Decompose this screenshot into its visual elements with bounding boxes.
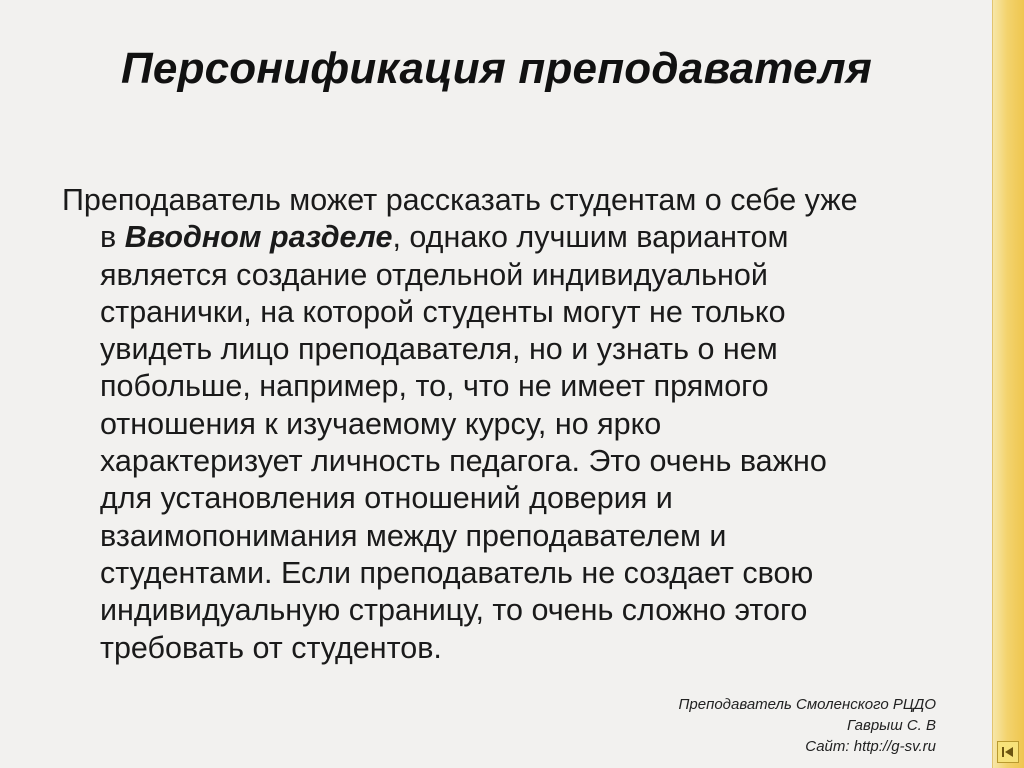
body-line: индивидуальную страницу, то очень сложно этого — [100, 593, 808, 628]
body-line: требовать от студентов. — [100, 630, 442, 665]
slide-title: Персонификация преподавателя — [121, 44, 872, 93]
intro-section-emphasis: Вводном разделе — [124, 220, 393, 255]
footer-author: Гаврыш С. В — [846, 717, 936, 734]
body-line: увидеть лицо преподавателя, но и узнать о нем — [100, 332, 778, 367]
previous-slide-icon — [1001, 745, 1015, 759]
body-line: взаимопонимания между преподавателем и — [100, 518, 727, 553]
body-line: побольше, например, то, что не имеет прямого — [100, 369, 769, 404]
footer-site: Сайт: http://g-sv.ru — [805, 738, 936, 755]
previous-slide-button[interactable] — [997, 741, 1019, 763]
author-footer — [679, 694, 936, 757]
slide-body — [62, 182, 962, 667]
body-line: странички, на которой студенты могут не только — [100, 294, 786, 329]
body-line: является создание отдельной индивидуальной — [100, 257, 768, 292]
body-line: отношения к изучаемому курсу, но ярко — [100, 406, 662, 441]
body-line: характеризует личность педагога. Это очень важно — [100, 444, 827, 479]
decorative-side-bar — [992, 0, 1024, 768]
body-line-2-post: , однако лучшим вариантом — [392, 220, 789, 255]
body-line-2 — [62, 219, 962, 256]
body-line: для установления отношений доверия и — [100, 481, 673, 516]
body-line-2-pre: в — [100, 220, 125, 255]
footer-affiliation: Преподаватель Смоленского РЦДО — [678, 696, 936, 713]
body-line: студентами. Если преподаватель не создает свою — [100, 555, 814, 590]
body-line-1: Преподаватель может рассказать студентам о себе уже — [62, 183, 858, 217]
